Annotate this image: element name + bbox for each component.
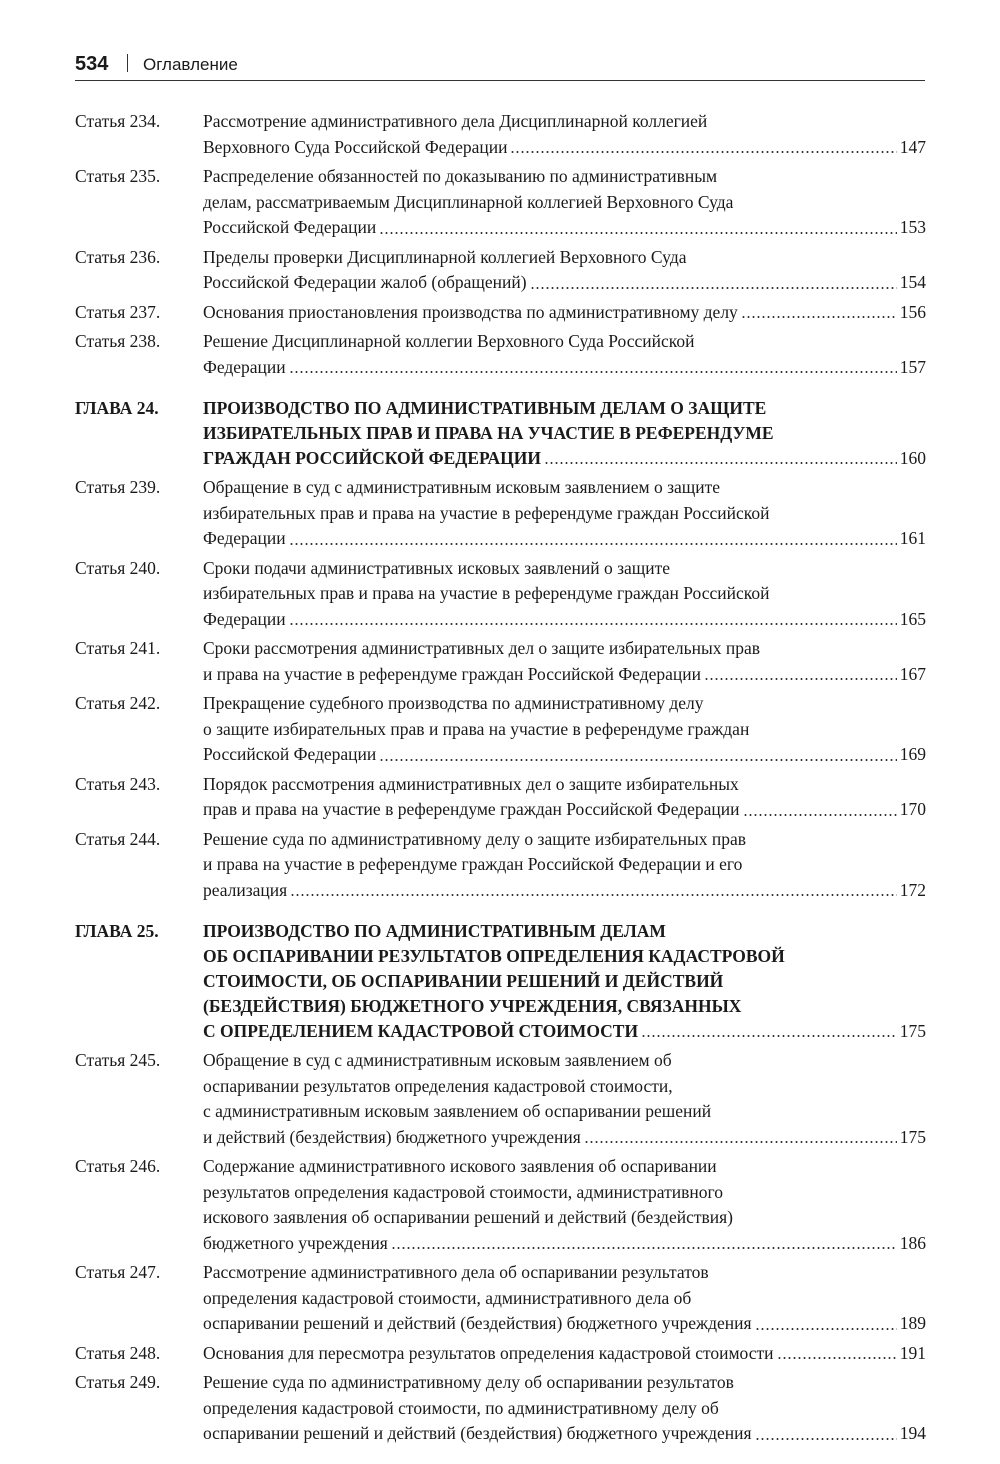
entry-title xyxy=(203,556,926,633)
title-text: прав и права на участие в референдуме граждан Российской Федерации xyxy=(203,799,740,819)
dot-leader xyxy=(741,315,897,319)
title-line xyxy=(203,396,926,421)
title-line xyxy=(203,772,926,798)
title-line xyxy=(203,355,926,381)
entry-page-number: 194 xyxy=(899,1423,926,1443)
entry-page-number: 172 xyxy=(899,879,926,900)
dot-leader xyxy=(743,813,897,817)
toc-entry[interactable] xyxy=(75,164,926,241)
dot-leader xyxy=(777,1356,897,1360)
title-line xyxy=(203,446,926,471)
entry-label: Статья 236. xyxy=(75,246,161,267)
title-line xyxy=(203,475,926,501)
title-text: Российской Федерации xyxy=(203,744,377,764)
entry-label: ГЛАВА 25. xyxy=(75,921,159,941)
entry-title xyxy=(203,475,926,552)
title-line xyxy=(203,501,926,527)
title-line xyxy=(203,1125,926,1151)
entry-label: Статья 234. xyxy=(75,111,161,131)
entry-page-number: 153 xyxy=(899,217,926,237)
entry-label: Статья 243. xyxy=(75,773,161,794)
entry-title xyxy=(203,691,926,768)
title-line xyxy=(203,742,926,768)
dot-leader xyxy=(704,677,897,681)
title-line xyxy=(203,1370,926,1396)
title-text: Прекращение судебного производства по административному делу xyxy=(203,693,704,713)
title-line xyxy=(203,717,926,743)
title-line xyxy=(203,994,926,1019)
dot-leader xyxy=(544,461,897,465)
dot-leader xyxy=(289,370,897,374)
entry-page-number: 175 xyxy=(899,1021,926,1041)
title-text: Рассмотрение административного дела Дисциплинарной коллегией xyxy=(203,111,708,131)
title-text: ОБ ОСПАРИВАНИИ РЕЗУЛЬТАТОВ ОПРЕДЕЛЕНИЯ КАДАСТРОВОЙ xyxy=(203,946,785,966)
title-line xyxy=(203,969,926,994)
title-text: результатов определения кадастровой стоимости, административного xyxy=(203,1181,723,1202)
toc-chapter[interactable] xyxy=(75,396,926,471)
entry-label: Статья 242. xyxy=(75,693,161,713)
dot-leader xyxy=(755,1327,897,1331)
entry-label: Статья 235. xyxy=(75,166,161,186)
entry-label: Статья 238. xyxy=(75,331,161,351)
toc-entry[interactable] xyxy=(75,1048,926,1150)
title-text: избирательных прав и права на участие в референдуме граждан Российской xyxy=(203,502,770,523)
title-line xyxy=(203,919,926,944)
toc-entry[interactable] xyxy=(75,329,926,380)
entry-label: Статья 249. xyxy=(75,1372,161,1392)
title-text: делам, рассматриваемым Дисциплинарной коллегией Верховного Суда xyxy=(203,191,734,212)
title-text: Порядок рассмотрения административных дел о защите избирательных xyxy=(203,773,739,794)
title-text: оспаривании результатов определения кадастровой стоимости, xyxy=(203,1075,673,1096)
title-text: Сроки рассмотрения административных дел о защите избирательных прав xyxy=(203,638,761,658)
entry-title xyxy=(203,1154,926,1256)
title-text: бюджетного учреждения xyxy=(203,1232,388,1253)
title-text: Основания для пересмотра результатов определения кадастровой стоимости xyxy=(203,1342,774,1363)
title-text: Решение Дисциплинарной коллегии Верховного Суда Российской xyxy=(203,331,695,351)
dot-leader xyxy=(379,231,896,235)
toc-entry[interactable] xyxy=(75,636,926,687)
title-line xyxy=(203,1260,926,1286)
title-text: ПРОИЗВОДСТВО ПО АДМИНИСТРАТИВНЫМ ДЕЛАМ О ЗАЩИТЕ xyxy=(203,398,767,418)
title-text: и права на участие в референдуме граждан Российской Федерации xyxy=(203,663,702,684)
toc-entry[interactable] xyxy=(75,1154,926,1256)
entry-label: Статья 244. xyxy=(75,828,161,849)
title-line xyxy=(203,1205,926,1231)
title-line xyxy=(203,109,926,135)
title-line xyxy=(203,1074,926,1100)
title-line xyxy=(203,827,926,853)
title-line xyxy=(203,526,926,552)
title-line xyxy=(203,1099,926,1125)
entry-title xyxy=(203,1341,926,1367)
toc-entry[interactable] xyxy=(75,556,926,633)
entry-label: Статья 247. xyxy=(75,1262,161,1282)
title-line xyxy=(203,245,926,271)
entry-title xyxy=(203,1370,926,1447)
dot-leader xyxy=(641,1034,897,1038)
entry-title xyxy=(203,109,926,160)
entry-title xyxy=(203,164,926,241)
title-text: Содержание административного искового заявления об оспаривании xyxy=(203,1156,717,1176)
entry-label: Статья 241. xyxy=(75,638,161,658)
dot-leader xyxy=(510,150,896,154)
title-text: реализация xyxy=(203,879,288,900)
entry-page-number: 156 xyxy=(899,301,926,322)
title-line xyxy=(203,797,926,823)
title-text: (БЕЗДЕЙСТВИЯ) БЮДЖЕТНОГО УЧРЕЖДЕНИЯ, СВЯЗАННЫХ xyxy=(203,996,742,1016)
entry-label: Статья 237. xyxy=(75,301,161,322)
title-text: Обращение в суд с административным исковым заявлением о защите xyxy=(203,477,721,497)
title-line xyxy=(203,270,926,296)
dot-leader xyxy=(379,758,896,762)
title-text: С ОПРЕДЕЛЕНИЕМ КАДАСТРОВОЙ СТОИМОСТИ xyxy=(203,1021,639,1041)
dot-leader xyxy=(289,542,897,546)
title-line xyxy=(203,1396,926,1422)
title-line xyxy=(203,1154,926,1180)
toc-entry[interactable] xyxy=(75,772,926,823)
title-text: Пределы проверки Дисциплинарной коллегией Верховного Суда xyxy=(203,246,687,267)
dot-leader xyxy=(530,286,897,290)
title-text: Решение суда по административному делу о защите избирательных прав xyxy=(203,828,746,849)
toc-entry[interactable] xyxy=(75,300,926,326)
entry-title xyxy=(203,636,926,687)
title-text: ПРОИЗВОДСТВО ПО АДМИНИСТРАТИВНЫМ ДЕЛАМ xyxy=(203,921,666,941)
toc-entry[interactable] xyxy=(75,1370,926,1447)
entry-label: Статья 240. xyxy=(75,557,161,578)
title-line xyxy=(203,636,926,662)
title-text: СТОИМОСТИ, ОБ ОСПАРИВАНИИ РЕШЕНИЙ И ДЕЙСТВИЙ xyxy=(203,971,724,991)
entry-title xyxy=(203,772,926,823)
title-text: Решение суда по административному делу об оспаривании результатов xyxy=(203,1372,734,1392)
toc-entry[interactable] xyxy=(75,691,926,768)
title-line xyxy=(203,852,926,878)
title-text: Основания приостановления производства по административному делу xyxy=(203,301,738,322)
entry-page-number: 169 xyxy=(899,744,926,764)
title-line xyxy=(203,878,926,904)
title-text: оспаривании решений и действий (бездействия) бюджетного учреждения xyxy=(203,1313,752,1333)
title-text: Федерации xyxy=(203,356,286,377)
title-text: Федерации xyxy=(203,528,286,548)
title-line xyxy=(203,1019,926,1044)
entry-label: Статья 248. xyxy=(75,1342,161,1363)
dot-leader xyxy=(755,1437,897,1441)
entry-title xyxy=(203,300,926,326)
entry-page-number: 167 xyxy=(899,663,926,684)
title-line xyxy=(203,691,926,717)
title-line xyxy=(203,1341,926,1367)
title-line xyxy=(203,607,926,633)
title-line xyxy=(203,944,926,969)
title-text: и права на участие в референдуме граждан Российской Федерации и его xyxy=(203,854,743,874)
running-header xyxy=(75,50,925,81)
entry-title xyxy=(203,1048,926,1150)
title-line xyxy=(203,1286,926,1312)
title-text: Российской Федерации жалоб (обращений) xyxy=(203,272,527,292)
entry-title xyxy=(203,827,926,904)
title-text: Федерации xyxy=(203,608,286,629)
page-number: 534 xyxy=(75,53,109,75)
entry-label: Статья 245. xyxy=(75,1050,161,1070)
title-text: с административным исковым заявлением об оспаривании решений xyxy=(203,1101,712,1121)
entry-page-number: 147 xyxy=(899,136,926,157)
title-line xyxy=(203,135,926,161)
toc-entry[interactable] xyxy=(75,1260,926,1337)
entry-page-number: 165 xyxy=(899,608,926,629)
title-text: искового заявления об оспаривании решений и действий (бездействия) xyxy=(203,1207,733,1227)
running-title: Оглавление xyxy=(143,55,238,74)
title-text: ИЗБИРАТЕЛЬНЫХ ПРАВ И ПРАВА НА УЧАСТИЕ В РЕФЕРЕНДУМЕ xyxy=(203,423,774,443)
title-text: определения кадастровой стоимости, по административному делу об xyxy=(203,1397,719,1418)
toc-entry[interactable] xyxy=(75,245,926,296)
title-text: Российской Федерации xyxy=(203,217,377,237)
entry-title xyxy=(203,919,926,1044)
title-text: ГРАЖДАН РОССИЙСКОЙ ФЕДЕРАЦИИ xyxy=(203,448,541,468)
title-text: определения кадастровой стоимости, административного дела об xyxy=(203,1287,692,1308)
toc-entry[interactable] xyxy=(75,1341,926,1367)
entry-label: ГЛАВА 24. xyxy=(75,398,159,418)
entry-page-number: 170 xyxy=(899,799,926,819)
title-line xyxy=(203,1311,926,1337)
title-text: оспаривании решений и действий (бездействия) бюджетного учреждения xyxy=(203,1423,752,1443)
title-line xyxy=(203,329,926,355)
title-text: избирательных прав и права на участие в референдуме граждан Российской xyxy=(203,583,770,603)
toc-entry[interactable] xyxy=(75,109,926,160)
entry-page-number: 161 xyxy=(899,528,926,548)
dot-leader xyxy=(391,1246,897,1250)
header-separator xyxy=(127,54,128,72)
title-text: о защите избирательных прав и права на участие в референдуме граждан xyxy=(203,718,750,739)
entry-title xyxy=(203,329,926,380)
entry-page-number: 191 xyxy=(899,1342,926,1363)
title-line xyxy=(203,1421,926,1447)
title-line xyxy=(203,662,926,688)
toc-chapter[interactable] xyxy=(75,919,926,1044)
entry-page-number: 154 xyxy=(899,272,926,292)
title-text: Рассмотрение административного дела об оспаривании результатов xyxy=(203,1262,709,1282)
title-text: Обращение в суд с административным исковым заявлением об xyxy=(203,1050,672,1070)
title-line xyxy=(203,581,926,607)
entry-title xyxy=(203,1260,926,1337)
dot-leader xyxy=(584,1140,897,1144)
title-line xyxy=(203,164,926,190)
title-line xyxy=(203,421,926,446)
entry-title xyxy=(203,245,926,296)
title-line xyxy=(203,300,926,326)
toc-entry[interactable] xyxy=(75,827,926,904)
entry-title xyxy=(203,396,926,471)
title-line xyxy=(203,215,926,241)
dot-leader xyxy=(290,893,897,897)
title-text: Распределение обязанностей по доказыванию по административным xyxy=(203,166,718,186)
entry-label: Статья 246. xyxy=(75,1156,161,1176)
toc-entry[interactable] xyxy=(75,475,926,552)
title-text: Верховного Суда Российской Федерации xyxy=(203,136,508,157)
entry-page-number: 175 xyxy=(899,1126,926,1147)
entry-page-number: 186 xyxy=(899,1232,926,1253)
entry-page-number: 160 xyxy=(899,448,926,468)
entry-page-number: 157 xyxy=(899,356,926,377)
entry-label: Статья 239. xyxy=(75,477,161,497)
title-line xyxy=(203,1180,926,1206)
title-line xyxy=(203,556,926,582)
title-line xyxy=(203,190,926,216)
title-line xyxy=(203,1231,926,1257)
title-line xyxy=(203,1048,926,1074)
title-text: Сроки подачи административных исковых заявлений о защите xyxy=(203,557,671,578)
entry-page-number: 189 xyxy=(899,1313,926,1333)
dot-leader xyxy=(289,622,897,626)
table-of-contents xyxy=(75,105,926,1447)
title-text: и действий (бездействия) бюджетного учреждения xyxy=(203,1126,581,1147)
